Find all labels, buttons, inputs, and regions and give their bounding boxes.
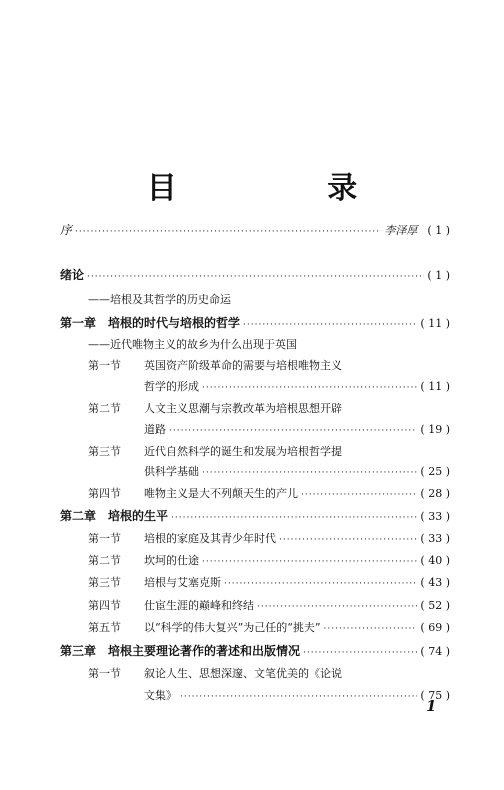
entry-page: ( 33 ) — [420, 532, 450, 545]
dot-leader — [257, 602, 417, 612]
section-number: 第一节 — [88, 532, 121, 545]
toc-entry-intro — [60, 266, 450, 283]
toc-section — [88, 552, 450, 568]
dot-leader — [324, 624, 418, 634]
entry-page: ( 11 ) — [420, 380, 450, 393]
entry-label: 第二章 培根的生平 — [60, 509, 169, 523]
toc-subtitle — [88, 291, 231, 307]
section-title: 坎坷的仕途 — [144, 554, 199, 567]
entry-subtitle: ——培根及其哲学的历史命运 — [88, 293, 231, 306]
section-title: 培根与艾塞克斯 — [144, 576, 221, 589]
page-number: 1 — [426, 697, 437, 715]
section-number: 第一节 — [88, 667, 121, 680]
dot-leader — [180, 692, 417, 702]
entry-label: 第三章 培根主要理论著作的著述和出版情况 — [60, 644, 301, 658]
toc-section — [88, 574, 450, 590]
dot-leader — [202, 557, 417, 567]
dot-leader — [202, 468, 417, 478]
toc-section-cont — [144, 463, 450, 479]
toc-section — [88, 619, 450, 635]
dot-leader — [87, 272, 424, 282]
entry-subtitle: ——近代唯物主义的故乡为什么出现于英国 — [88, 338, 297, 351]
section-title: 近代自然科学的诞生和发展为培根哲学提 — [144, 445, 342, 458]
toc-section — [88, 357, 450, 373]
toc-section — [88, 400, 450, 416]
section-number: 第二节 — [88, 402, 121, 415]
entry-page: ( 1 ) — [427, 224, 450, 237]
entry-label: 第一章 培根的时代与培根的哲学 — [60, 316, 241, 330]
entry-page: ( 69 ) — [420, 621, 450, 634]
toc-entry-preface — [60, 221, 450, 238]
toc-section — [88, 443, 450, 459]
section-number: 第三节 — [88, 445, 121, 458]
toc-section — [88, 665, 450, 681]
section-number: 第二节 — [88, 554, 121, 567]
section-number: 第一节 — [88, 359, 121, 372]
section-title-cont: 哲学的形成 — [144, 380, 199, 393]
entry-page: ( 1 ) — [427, 269, 450, 282]
dot-leader — [171, 513, 417, 523]
toc-subtitle — [88, 336, 297, 352]
toc-entry-chapter-2 — [60, 507, 450, 524]
toc-section — [88, 485, 450, 501]
entry-author: 李泽厚 — [384, 224, 418, 237]
entry-page: ( 19 ) — [420, 423, 450, 436]
section-number: 第四节 — [88, 599, 121, 612]
dot-leader — [224, 579, 417, 589]
dot-leader — [202, 383, 417, 393]
entry-page: ( 25 ) — [420, 465, 450, 478]
entry-label: 绪论 — [60, 268, 85, 282]
section-number: 第三节 — [88, 576, 121, 589]
toc-entry-chapter-1 — [60, 314, 450, 331]
entry-label: 序 — [60, 223, 73, 237]
dot-leader — [75, 227, 381, 237]
section-title: 仕宦生涯的巅峰和终结 — [144, 599, 254, 612]
entry-page: ( 40 ) — [420, 554, 450, 567]
entry-page: ( 33 ) — [420, 510, 450, 523]
toc-section-cont — [144, 687, 450, 703]
section-title: 培根的家庭及其青少年时代 — [144, 532, 276, 545]
section-number: 第五节 — [88, 621, 121, 634]
section-title-cont: 文集》 — [144, 689, 177, 702]
toc-section-cont — [144, 421, 450, 437]
dot-leader — [243, 320, 417, 330]
section-title: 叙论人生、思想深邃、文笔优美的《论说 — [144, 667, 342, 680]
section-number: 第四节 — [88, 487, 121, 500]
page-title: 目 录 — [146, 171, 428, 206]
section-title: 唯物主义是大不列颠天生的产儿 — [144, 487, 298, 500]
dot-leader — [279, 535, 417, 545]
dot-leader — [301, 490, 417, 500]
section-title: 以“科学的伟大复兴”为己任的“挑夫” — [144, 621, 321, 634]
dot-leader — [303, 648, 417, 658]
entry-page: ( 74 ) — [420, 645, 450, 658]
entry-page: ( 11 ) — [420, 317, 450, 330]
section-title: 英国资产阶级革命的需要与培根唯物主义 — [144, 359, 342, 372]
toc-section — [88, 530, 450, 546]
toc-section — [88, 597, 450, 613]
section-title-cont: 供科学基础 — [144, 465, 199, 478]
dot-leader — [169, 426, 417, 436]
toc-entry-chapter-3 — [60, 642, 450, 659]
entry-page: ( 75 ) — [420, 689, 450, 702]
entry-page: ( 52 ) — [420, 599, 450, 612]
section-title: 人文主义思潮与宗教改革为培根思想开辟 — [144, 402, 342, 415]
entry-page: ( 28 ) — [420, 487, 450, 500]
toc-section-cont — [144, 378, 450, 394]
section-title-cont: 道路 — [144, 423, 166, 436]
entry-page: ( 43 ) — [420, 576, 450, 589]
